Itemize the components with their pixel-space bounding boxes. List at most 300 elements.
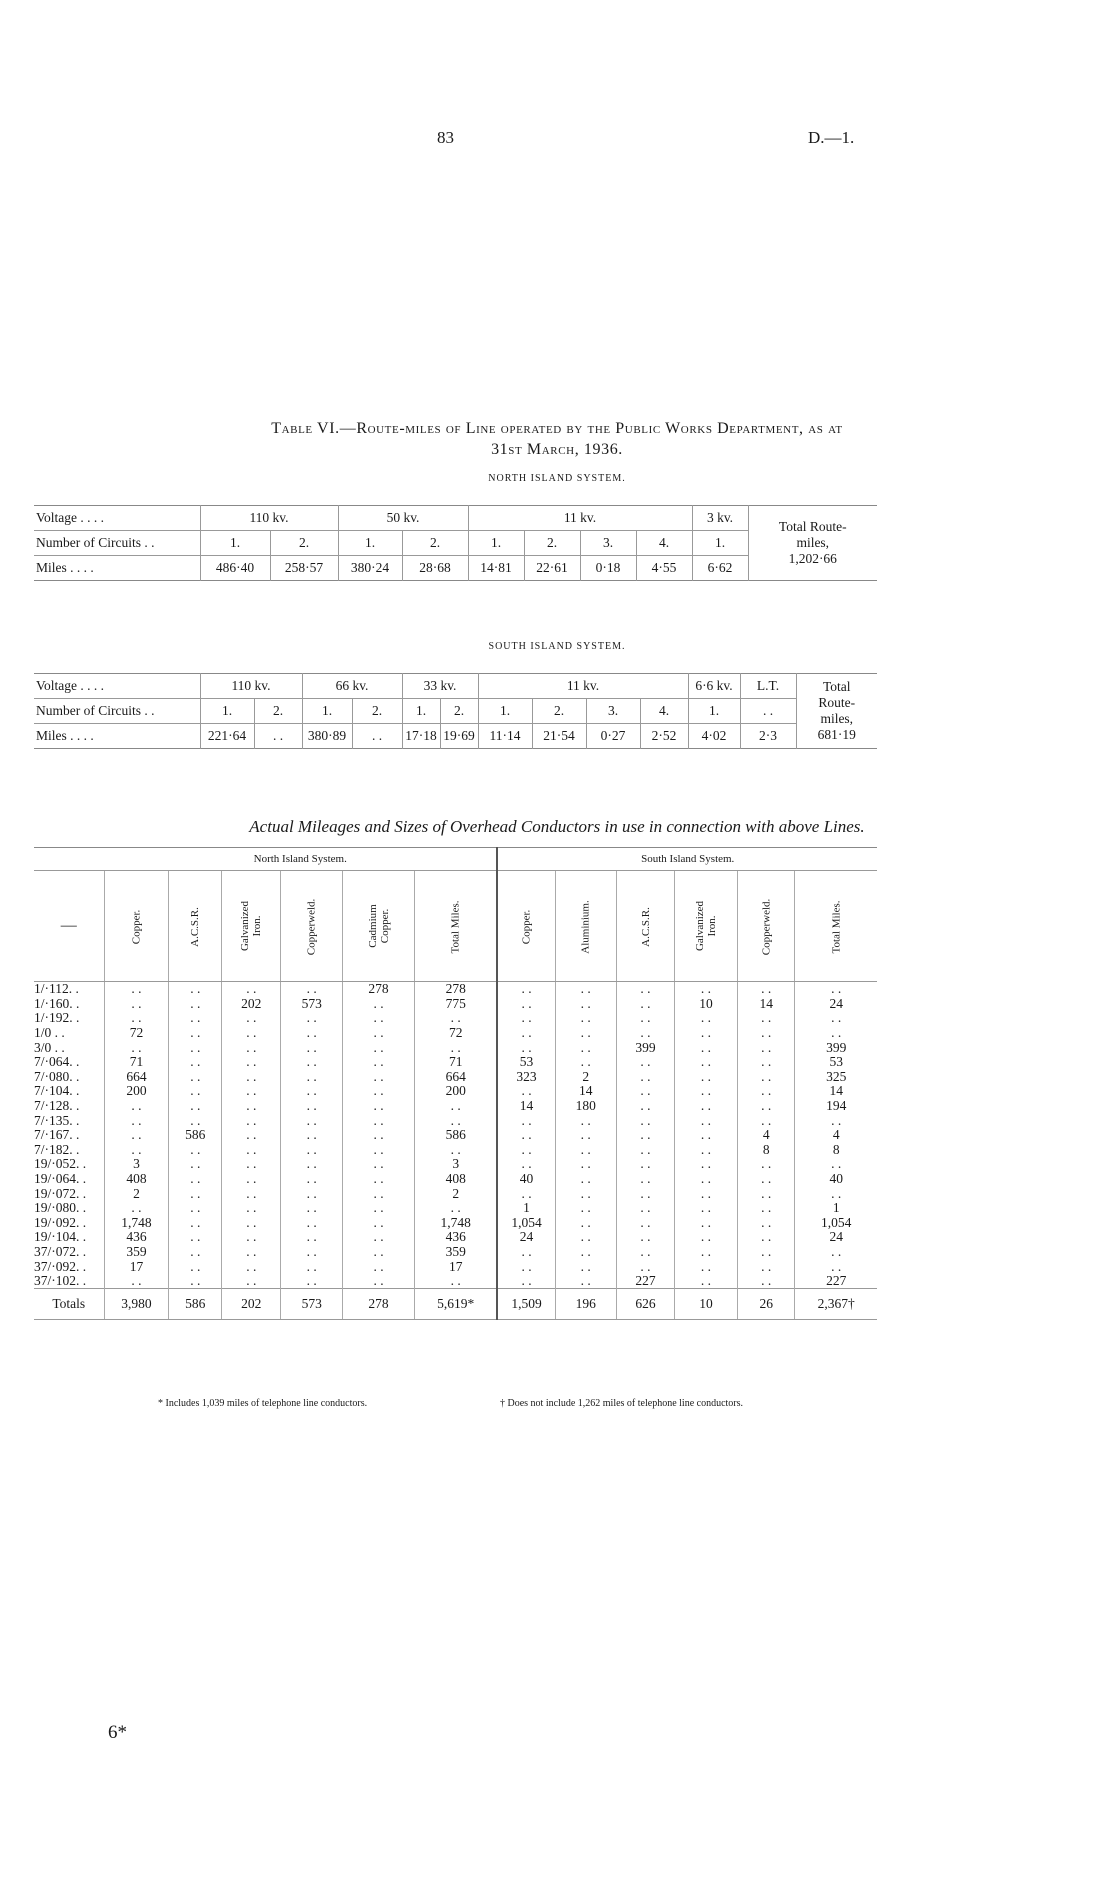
ni-cell: . . xyxy=(222,1026,281,1041)
si-cell: . . xyxy=(497,1157,555,1172)
size-column-header: — xyxy=(34,871,104,982)
si-cell: . . xyxy=(616,982,674,997)
si-cell: . . xyxy=(675,1040,738,1055)
north-system-label: North Island System. xyxy=(104,848,497,871)
ni-total-cell: 202 xyxy=(222,1289,281,1320)
si-cell: 24 xyxy=(795,997,877,1012)
ni-cell: . . xyxy=(169,1245,222,1260)
si-total-cell: 196 xyxy=(555,1289,616,1320)
miles-cell: 486·40 xyxy=(200,556,270,581)
si-cell: . . xyxy=(555,1216,616,1231)
ni-cell: . . xyxy=(169,982,222,997)
si-cell: . . xyxy=(616,1055,674,1070)
ni-cell: . . xyxy=(222,1245,281,1260)
si-cell: . . xyxy=(616,1216,674,1231)
ni-cell: . . xyxy=(104,997,169,1012)
ni-total-cell: 5,619* xyxy=(414,1289,497,1320)
si-cell: . . xyxy=(555,1172,616,1187)
voltage-cell: 50 kv. xyxy=(338,506,468,531)
si-cell: . . xyxy=(737,1259,795,1274)
conductor-size: 19/·092. . xyxy=(34,1214,87,1230)
ni-cell: 2 xyxy=(414,1186,497,1201)
ni-cell: . . xyxy=(169,1157,222,1172)
si-cell: 10 xyxy=(675,997,738,1012)
circuit-cell: 1. xyxy=(200,699,254,724)
ni-cell: . . xyxy=(169,997,222,1012)
voltage-cell: 110 kv. xyxy=(200,506,338,531)
si-column-header: A.C.S.R. xyxy=(616,871,674,982)
si-total-cell: 10 xyxy=(675,1289,738,1320)
si-cell: 399 xyxy=(616,1040,674,1055)
table-row xyxy=(34,1157,877,1172)
ni-cell: . . xyxy=(169,1099,222,1114)
si-cell: . . xyxy=(675,1172,738,1187)
ni-cell: . . xyxy=(414,1201,497,1216)
si-cell: 325 xyxy=(795,1070,877,1085)
si-cell: 53 xyxy=(497,1055,555,1070)
circuit-cell: 1. xyxy=(478,699,532,724)
ni-cell: . . xyxy=(104,1113,169,1128)
ni-cell: . . xyxy=(281,1274,343,1289)
si-cell: . . xyxy=(675,1143,738,1158)
si-cell: . . xyxy=(737,1070,795,1085)
si-cell: 53 xyxy=(795,1055,877,1070)
si-cell: 1 xyxy=(497,1201,555,1216)
si-cell: . . xyxy=(737,982,795,997)
ni-cell: 3 xyxy=(104,1157,169,1172)
ni-cell: . . xyxy=(343,1055,415,1070)
si-cell: . . xyxy=(616,1157,674,1172)
si-cell: 194 xyxy=(795,1099,877,1114)
ni-cell: . . xyxy=(281,1099,343,1114)
table-row xyxy=(34,1259,877,1274)
ni-column-header: A.C.S.R. xyxy=(169,871,222,982)
circuit-cell: 2. xyxy=(524,531,580,556)
miles-cell: 2·52 xyxy=(640,724,688,749)
si-cell: . . xyxy=(675,1216,738,1231)
si-cell: 1,054 xyxy=(795,1216,877,1231)
ni-cell: 775 xyxy=(414,997,497,1012)
si-cell: 14 xyxy=(737,997,795,1012)
ni-cell: . . xyxy=(222,1084,281,1099)
ni-cell: . . xyxy=(414,1040,497,1055)
ni-cell: . . xyxy=(169,1143,222,1158)
si-cell: . . xyxy=(555,1245,616,1260)
conductor-size: 19/·072. . xyxy=(34,1185,87,1201)
miles-cell: 0·18 xyxy=(580,556,636,581)
si-cell: . . xyxy=(737,1157,795,1172)
circuit-cell: 3. xyxy=(580,531,636,556)
ni-cell: . . xyxy=(104,1099,169,1114)
ni-cell: . . xyxy=(169,1011,222,1026)
circuit-cell: 1. xyxy=(338,531,402,556)
table-row xyxy=(34,1099,877,1114)
total-route-miles-label: Total Route-miles, xyxy=(818,679,856,726)
si-cell: . . xyxy=(555,1259,616,1274)
miles-cell: . . xyxy=(352,724,402,749)
ni-cell: . . xyxy=(169,1084,222,1099)
si-cell: . . xyxy=(675,1274,738,1289)
si-cell: . . xyxy=(737,1055,795,1070)
ni-cell: . . xyxy=(222,1070,281,1085)
miles-cell: . . xyxy=(254,724,302,749)
table-row xyxy=(34,1245,877,1260)
si-cell: . . xyxy=(795,1011,877,1026)
si-cell: . . xyxy=(675,1099,738,1114)
ni-cell: . . xyxy=(343,1128,415,1143)
miles-cell: 17·18 xyxy=(402,724,440,749)
ni-cell: 200 xyxy=(104,1084,169,1099)
si-column-header: Galvanized Iron. xyxy=(675,871,738,982)
si-cell: . . xyxy=(737,1099,795,1114)
si-cell: . . xyxy=(555,1274,616,1289)
voltage-cell: 11 kv. xyxy=(468,506,692,531)
ni-cell: . . xyxy=(104,982,169,997)
miles-cell: 6·62 xyxy=(692,556,748,581)
ni-cell: . . xyxy=(104,1274,169,1289)
miles-cell: 4·02 xyxy=(688,724,740,749)
total-route-miles-value: 681·19 xyxy=(817,727,856,742)
ni-cell: 664 xyxy=(414,1070,497,1085)
ni-cell: . . xyxy=(222,1259,281,1274)
si-cell: . . xyxy=(795,982,877,997)
miles-cell: 21·54 xyxy=(532,724,586,749)
ni-cell: . . xyxy=(343,1230,415,1245)
ni-cell: . . xyxy=(222,1011,281,1026)
ni-cell: . . xyxy=(281,1070,343,1085)
circuit-cell: 2. xyxy=(440,699,478,724)
ni-cell: 408 xyxy=(414,1172,497,1187)
ni-cell: . . xyxy=(222,1040,281,1055)
ni-cell: . . xyxy=(169,1259,222,1274)
ni-cell: . . xyxy=(222,1128,281,1143)
si-cell: . . xyxy=(675,1113,738,1128)
ni-total-cell: 586 xyxy=(169,1289,222,1320)
total-route-miles-cell xyxy=(796,674,877,749)
si-cell: . . xyxy=(497,1259,555,1274)
ni-cell: . . xyxy=(414,1099,497,1114)
ni-cell: 436 xyxy=(414,1230,497,1245)
si-cell: . . xyxy=(497,982,555,997)
si-total-cell: 1,509 xyxy=(497,1289,555,1320)
ni-cell: . . xyxy=(222,1186,281,1201)
ni-cell: . . xyxy=(281,1186,343,1201)
si-cell: . . xyxy=(737,1216,795,1231)
si-cell: . . xyxy=(497,1026,555,1041)
table-row xyxy=(34,1011,877,1026)
conductor-size: 1/·192. . xyxy=(34,1010,80,1026)
conductor-size: 7/·135. . xyxy=(34,1112,80,1128)
miles-cell: 4·55 xyxy=(636,556,692,581)
miles-cell: 22·61 xyxy=(524,556,580,581)
ni-cell: . . xyxy=(222,1113,281,1128)
si-cell: . . xyxy=(616,1084,674,1099)
document-reference: D.—1. xyxy=(808,128,855,147)
ni-cell: . . xyxy=(281,1157,343,1172)
ni-cell: 17 xyxy=(104,1259,169,1274)
ni-cell: . . xyxy=(222,1201,281,1216)
si-cell: . . xyxy=(497,1274,555,1289)
si-cell: . . xyxy=(555,1157,616,1172)
ni-cell: . . xyxy=(169,1172,222,1187)
miles-cell: 0·27 xyxy=(586,724,640,749)
si-cell: . . xyxy=(675,1084,738,1099)
conductor-size: 3/0 . . xyxy=(34,1039,65,1055)
si-cell: . . xyxy=(675,982,738,997)
ni-cell: . . xyxy=(281,1026,343,1041)
miles-label: Miles . . . . xyxy=(36,728,94,743)
ni-cell: . . xyxy=(343,1216,415,1231)
circuit-cell: 2. xyxy=(270,531,338,556)
ni-cell: . . xyxy=(414,1274,497,1289)
ni-column-header: Copperweld. xyxy=(281,871,343,982)
ni-cell: 359 xyxy=(104,1245,169,1260)
ni-cell: . . xyxy=(343,1274,415,1289)
voltage-cell: 3 kv. xyxy=(692,506,748,531)
conductor-size: 37/·072. . xyxy=(34,1243,87,1259)
ni-cell: . . xyxy=(222,1216,281,1231)
miles-cell: 258·57 xyxy=(270,556,338,581)
circuit-cell: 1. xyxy=(692,531,748,556)
table-row xyxy=(34,1201,877,1216)
circuit-cell: 4. xyxy=(640,699,688,724)
ni-cell: . . xyxy=(169,1070,222,1085)
ni-cell: . . xyxy=(343,1011,415,1026)
ni-cell: 359 xyxy=(414,1245,497,1260)
table-row xyxy=(34,1143,877,1158)
table-row xyxy=(34,1274,877,1289)
ni-cell: . . xyxy=(222,1099,281,1114)
si-cell: 4 xyxy=(795,1128,877,1143)
ni-cell: 72 xyxy=(414,1026,497,1041)
si-cell: . . xyxy=(616,1026,674,1041)
ni-cell: . . xyxy=(222,1172,281,1187)
ni-cell: . . xyxy=(281,1172,343,1187)
si-cell: . . xyxy=(795,1157,877,1172)
table-row xyxy=(34,1216,877,1231)
circuit-cell: 2. xyxy=(254,699,302,724)
si-cell: . . xyxy=(675,1128,738,1143)
north-island-heading: NORTH ISLAND SYSTEM. xyxy=(488,473,626,484)
conductor-size: 7/·080. . xyxy=(34,1068,80,1084)
ni-cell: . . xyxy=(281,1128,343,1143)
miles-cell: 221·64 xyxy=(200,724,254,749)
ni-cell: . . xyxy=(281,1230,343,1245)
conductor-size: 7/·064. . xyxy=(34,1054,80,1070)
south-system-label: South Island System. xyxy=(497,848,877,871)
si-cell: . . xyxy=(795,1259,877,1274)
circuit-cell: 2. xyxy=(352,699,402,724)
page-number: 83 xyxy=(437,128,454,147)
ni-cell: . . xyxy=(343,1099,415,1114)
ni-cell: . . xyxy=(222,1274,281,1289)
circuit-cell: 1. xyxy=(200,531,270,556)
si-cell: . . xyxy=(555,1143,616,1158)
si-cell: . . xyxy=(555,1055,616,1070)
si-cell: . . xyxy=(555,997,616,1012)
si-cell: 227 xyxy=(616,1274,674,1289)
si-cell: . . xyxy=(737,1040,795,1055)
ni-column-header: Galvanized Iron. xyxy=(222,871,281,982)
ni-cell: . . xyxy=(222,1230,281,1245)
ni-cell: . . xyxy=(104,1143,169,1158)
si-cell: . . xyxy=(737,1274,795,1289)
table-row xyxy=(34,1026,877,1041)
footnote-south: † Does not include 1,262 miles of telephone line conductors. xyxy=(500,1398,744,1409)
si-cell: . . xyxy=(497,1084,555,1099)
ni-cell: . . xyxy=(281,1084,343,1099)
ni-cell: 3 xyxy=(414,1157,497,1172)
ni-cell: . . xyxy=(169,1055,222,1070)
ni-total-cell: 3,980 xyxy=(104,1289,169,1320)
ni-cell: 586 xyxy=(414,1128,497,1143)
si-cell: . . xyxy=(675,1186,738,1201)
voltage-label: Voltage . . . . xyxy=(34,506,200,531)
si-cell: . . xyxy=(616,1230,674,1245)
ni-cell: . . xyxy=(281,1040,343,1055)
ni-cell: 1,748 xyxy=(414,1216,497,1231)
table-title-date: 31st March, 1936. xyxy=(491,441,623,458)
si-cell: . . xyxy=(616,1245,674,1260)
si-cell: . . xyxy=(675,1245,738,1260)
si-cell: . . xyxy=(675,1157,738,1172)
ni-cell: . . xyxy=(281,1113,343,1128)
ni-column-header: Cadmium Copper. xyxy=(343,871,415,982)
conductor-size: 1/0 . . xyxy=(34,1025,65,1041)
conductor-size: 37/·092. . xyxy=(34,1258,87,1274)
si-cell: . . xyxy=(616,1113,674,1128)
table-title: Table VI.—Route-miles of Line operated by the Public Works Department, as at xyxy=(271,420,843,437)
ni-cell: . . xyxy=(169,1230,222,1245)
si-cell: . . xyxy=(737,1172,795,1187)
si-cell: . . xyxy=(555,1026,616,1041)
si-cell: . . xyxy=(616,1011,674,1026)
voltage-cell: 66 kv. xyxy=(302,674,402,699)
ni-cell: . . xyxy=(104,1040,169,1055)
total-route-miles-label: Total Route-miles, xyxy=(778,519,847,550)
si-cell: 227 xyxy=(795,1274,877,1289)
ni-cell: . . xyxy=(343,1084,415,1099)
ni-cell: . . xyxy=(414,1011,497,1026)
circuit-cell: 1. xyxy=(688,699,740,724)
si-cell: 4 xyxy=(737,1128,795,1143)
voltage-cell: 110 kv. xyxy=(200,674,302,699)
voltage-cell: 6·6 kv. xyxy=(688,674,740,699)
si-cell: . . xyxy=(497,1113,555,1128)
si-cell: . . xyxy=(616,1172,674,1187)
conductor-size: 1/·112. . xyxy=(34,981,79,997)
si-cell: . . xyxy=(555,1040,616,1055)
si-total-cell: 26 xyxy=(737,1289,795,1320)
si-cell: 8 xyxy=(795,1143,877,1158)
miles-cell: 2·3 xyxy=(740,724,796,749)
si-column-header: Copper. xyxy=(497,871,555,982)
total-route-miles-value: 1,202·66 xyxy=(788,551,837,566)
si-cell: . . xyxy=(675,1026,738,1041)
si-cell: . . xyxy=(795,1026,877,1041)
circuit-cell: 1. xyxy=(402,699,440,724)
si-cell: . . xyxy=(795,1186,877,1201)
conductor-size: 7/·182. . xyxy=(34,1141,80,1157)
ni-cell: 72 xyxy=(104,1026,169,1041)
ni-cell: . . xyxy=(343,997,415,1012)
si-cell: 14 xyxy=(555,1084,616,1099)
ni-cell: 436 xyxy=(104,1230,169,1245)
miles-cell: 380·89 xyxy=(302,724,352,749)
ni-cell: . . xyxy=(343,1259,415,1274)
ni-cell: . . xyxy=(281,1011,343,1026)
si-cell: . . xyxy=(737,1186,795,1201)
page-mark: 6* xyxy=(108,1722,127,1743)
ni-cell: . . xyxy=(169,1216,222,1231)
si-cell: 323 xyxy=(497,1070,555,1085)
si-cell: . . xyxy=(737,1113,795,1128)
si-cell: 1 xyxy=(795,1201,877,1216)
ni-cell: . . xyxy=(169,1274,222,1289)
si-cell: . . xyxy=(737,1026,795,1041)
ni-cell: . . xyxy=(281,1216,343,1231)
ni-cell: 664 xyxy=(104,1070,169,1085)
conductors-table xyxy=(34,847,877,1320)
ni-cell: . . xyxy=(222,1055,281,1070)
conductor-size: 19/·080. . xyxy=(34,1200,87,1216)
ni-cell: 200 xyxy=(414,1084,497,1099)
ni-cell: . . xyxy=(343,1172,415,1187)
table-row xyxy=(34,1172,877,1187)
si-total-cell: 2,367† xyxy=(795,1289,877,1320)
si-cell: 40 xyxy=(497,1172,555,1187)
si-cell: . . xyxy=(675,1070,738,1085)
si-cell: . . xyxy=(555,1201,616,1216)
ni-cell: 573 xyxy=(281,997,343,1012)
table-row xyxy=(34,982,877,997)
miles-cell: 19·69 xyxy=(440,724,478,749)
si-cell: . . xyxy=(555,1230,616,1245)
conductor-size: 7/·128. . xyxy=(34,1098,80,1114)
si-cell: . . xyxy=(555,982,616,997)
ni-cell: 1,748 xyxy=(104,1216,169,1231)
si-cell: . . xyxy=(675,1230,738,1245)
table-row xyxy=(34,1113,877,1128)
conductor-size: 7/·104. . xyxy=(34,1083,80,1099)
voltage-cell: 11 kv. xyxy=(478,674,688,699)
ni-cell: 278 xyxy=(414,982,497,997)
conductor-size: 1/·160. . xyxy=(34,995,80,1011)
voltage-label: Voltage . . . . xyxy=(34,674,200,699)
si-cell: . . xyxy=(675,1201,738,1216)
miles-label: Miles . . . . xyxy=(36,560,94,575)
north-island-table xyxy=(34,505,877,581)
conductor-size: 19/·052. . xyxy=(34,1156,87,1172)
circuit-cell: 1. xyxy=(468,531,524,556)
si-cell: . . xyxy=(795,1245,877,1260)
conductors-title: Actual Mileages and Sizes of Overhead Conductors in use in connection with above Lines. xyxy=(249,817,865,836)
ni-cell: . . xyxy=(281,1201,343,1216)
si-cell: 14 xyxy=(795,1084,877,1099)
si-cell: . . xyxy=(497,1011,555,1026)
si-cell: . . xyxy=(616,997,674,1012)
si-cell: . . xyxy=(497,1128,555,1143)
ni-cell: . . xyxy=(169,1040,222,1055)
footnote-north: * Includes 1,039 miles of telephone line conductors. xyxy=(158,1398,368,1409)
si-column-header: Total Miles. xyxy=(795,871,877,982)
table-row xyxy=(34,1230,877,1245)
si-cell: 399 xyxy=(795,1040,877,1055)
ni-cell: . . xyxy=(104,1011,169,1026)
ni-cell: 408 xyxy=(104,1172,169,1187)
voltage-cell: L.T. xyxy=(740,674,796,699)
ni-cell: . . xyxy=(281,1259,343,1274)
